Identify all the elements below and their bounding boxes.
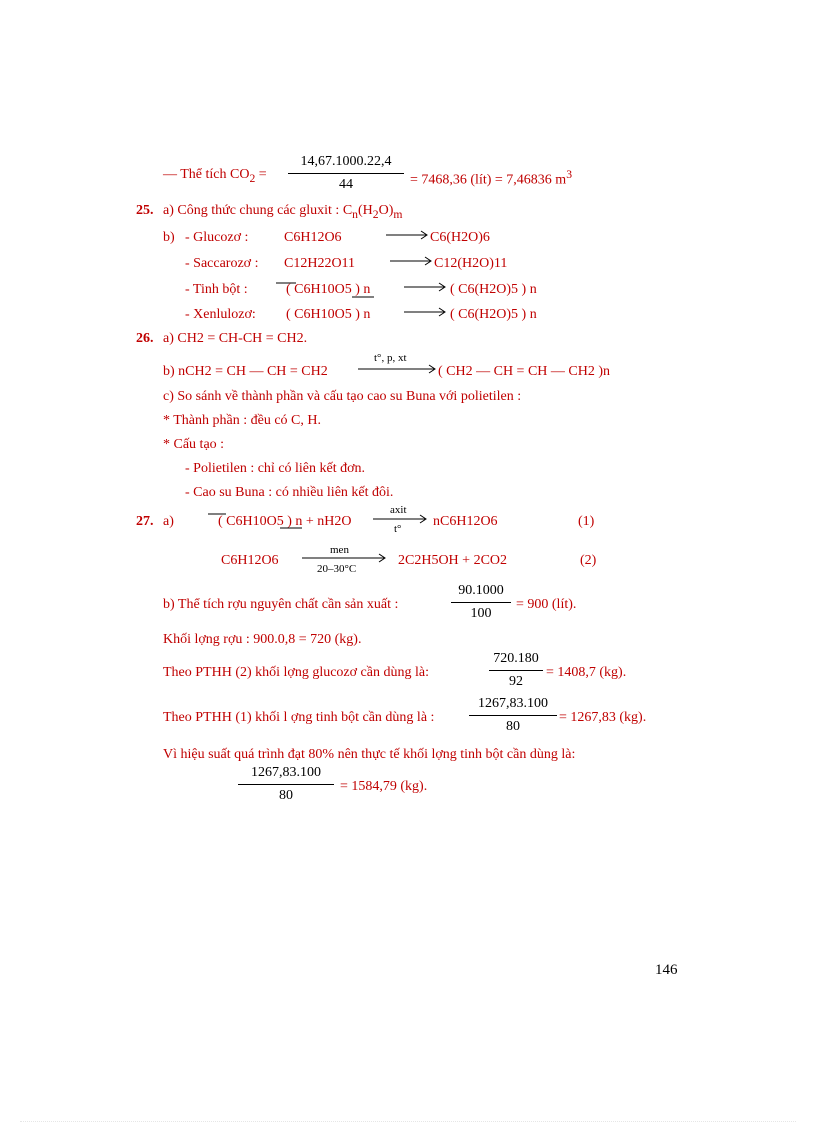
final-denominator: 80 bbox=[279, 788, 293, 803]
saccarozo-formula: C12H22O11 bbox=[284, 256, 356, 271]
xenlulozo-label: - Xenlulozơ: bbox=[185, 307, 256, 322]
starch-numerator: 1267,83.100 bbox=[478, 696, 548, 711]
starch-fraction bbox=[469, 695, 557, 736]
equation-2-tag: (2) bbox=[580, 553, 597, 568]
equation-1-tag: (1) bbox=[578, 514, 595, 529]
co2-sub: 2 bbox=[249, 171, 256, 185]
co2-volume-line bbox=[163, 167, 267, 187]
glucose-denominator: 92 bbox=[509, 674, 523, 689]
glucose-mass-text: Theo PTHH (2) khối lợng glucozơ cần dùng là: bbox=[163, 665, 429, 680]
hydrolysis-left: ( C6H10O5 ) n + nH2O bbox=[218, 514, 352, 529]
problem-26-number: 26. bbox=[136, 331, 154, 346]
alcohol-volume-denominator: 100 bbox=[470, 606, 492, 621]
gluxit-label: a) Công thức chung các gluxit : C bbox=[163, 203, 353, 218]
hydrolysis-cond-top: axit bbox=[390, 504, 407, 516]
starch-result: = 1267,83 (kg). bbox=[559, 710, 647, 725]
tinhbot-polymer-bars bbox=[274, 280, 384, 300]
page-number: 146 bbox=[655, 962, 678, 978]
fraction-bar bbox=[469, 715, 557, 716]
problem-26-b-right: ( CH2 — CH = CH — CH2 )n bbox=[438, 364, 611, 379]
alcohol-volume-fraction bbox=[451, 582, 511, 623]
glucose-numerator: 720.180 bbox=[493, 651, 539, 666]
problem-27-a-label: a) bbox=[163, 514, 174, 529]
polymerization-arrow bbox=[358, 363, 438, 375]
fraction-bar bbox=[451, 602, 511, 603]
polymerization-conditions: t°, p, xt bbox=[374, 352, 407, 364]
buna-line: - Cao su Buna : có nhiều liên kết đôi. bbox=[185, 485, 394, 500]
starch-denominator: 80 bbox=[506, 719, 520, 734]
fermentation-cond-bottom: 20–30°C bbox=[317, 563, 357, 575]
problem-26-b-left: b) nCH2 = CH — CH = CH2 bbox=[163, 364, 328, 379]
co2-fraction bbox=[288, 153, 404, 194]
problem-27-number: 27. bbox=[136, 514, 154, 529]
gluxit-end: O) bbox=[378, 203, 394, 218]
starch-mass-text: Theo PTHH (1) khối l ợng tinh bột cần dùng là : bbox=[163, 710, 435, 725]
polietilen-line: - Polietilen : chỉ có liên kết đơn. bbox=[185, 461, 366, 476]
fraction-bar bbox=[288, 173, 404, 174]
co2-result bbox=[410, 167, 572, 189]
fermentation-left: C6H12O6 bbox=[221, 553, 279, 568]
alcohol-mass-line: Khối lợng rợu : 900.0,8 = 720 (kg). bbox=[163, 632, 362, 647]
co2-equals: = bbox=[258, 167, 267, 182]
hydrolysis-right: nC6H12O6 bbox=[433, 514, 498, 529]
final-fraction bbox=[238, 764, 334, 805]
co2-fraction-numerator: 14,67.1000.22,4 bbox=[300, 154, 392, 169]
co2-sup: 3 bbox=[566, 168, 573, 181]
glucozo-product: C6(H2O)6 bbox=[430, 230, 490, 245]
problem-25-b-label: b) bbox=[163, 230, 175, 245]
alcohol-volume-numerator: 90.1000 bbox=[458, 583, 504, 598]
fermentation-cond-top: men bbox=[330, 544, 349, 556]
efficiency-line: Vì hiệu suất quá trình đạt 80% nên thực tế khối lợng tinh bột cần dùng là: bbox=[163, 747, 576, 762]
tinhbot-label: - Tinh bột : bbox=[185, 282, 248, 297]
glucose-fraction bbox=[489, 650, 543, 691]
co2-result-text: = 7468,36 (lít) = 7,46836 m bbox=[410, 172, 567, 188]
gluxit-sub-n: n bbox=[352, 207, 358, 221]
gluxit-sub-2: 2 bbox=[372, 207, 379, 221]
gluxit-sub-m: m bbox=[393, 207, 403, 221]
problem-26-a: a) CH2 = CH-CH = CH2. bbox=[163, 331, 308, 346]
problem-25-number: 25. bbox=[136, 203, 154, 218]
xenlulozo-formula: ( C6H10O5 ) n bbox=[286, 307, 371, 322]
final-numerator: 1267,83.100 bbox=[251, 765, 321, 780]
problem-25-a bbox=[163, 203, 402, 223]
fraction-bar bbox=[489, 670, 543, 671]
glucozo-label: - Glucozơ : bbox=[185, 230, 249, 245]
co2-fraction-denominator: 44 bbox=[339, 177, 353, 192]
problem-26-c: c) So sánh về thành phần và cấu tạo cao su Buna với polietilen : bbox=[163, 389, 522, 404]
glucozo-arrow bbox=[386, 229, 430, 241]
fermentation-right: 2C2H5OH + 2CO2 bbox=[398, 553, 508, 568]
xenlulozo-arrow bbox=[404, 306, 448, 318]
tinhbot-product: ( C6(H2O)5 ) n bbox=[450, 282, 537, 297]
tinhbot-formula: ( C6H10O5 ) n bbox=[286, 282, 371, 297]
co2-volume-label: — Thể tích CO bbox=[163, 167, 250, 182]
alcohol-volume-result: = 900 (lít). bbox=[516, 597, 577, 612]
fraction-bar bbox=[238, 784, 334, 785]
starch-polymer-bars bbox=[206, 511, 316, 531]
xenlulozo-product: ( C6(H2O)5 ) n bbox=[450, 307, 537, 322]
saccarozo-label: - Saccarozơ : bbox=[185, 256, 259, 271]
tinhbot-arrow bbox=[404, 281, 448, 293]
hydrolysis-cond-bottom: t° bbox=[394, 523, 402, 535]
glucose-result: = 1408,7 (kg). bbox=[546, 665, 627, 680]
final-result: = 1584,79 (kg). bbox=[340, 779, 428, 794]
alcohol-volume-text: b) Thể tích rợu nguyên chất cần sản xuất : bbox=[163, 597, 399, 612]
structure-line: * Cấu tạo : bbox=[163, 437, 225, 452]
composition-line: * Thành phần : đều có C, H. bbox=[163, 413, 321, 428]
gluxit-mid: (H bbox=[358, 203, 373, 218]
saccarozo-arrow bbox=[390, 255, 434, 267]
saccarozo-product: C12(H2O)11 bbox=[434, 256, 508, 271]
glucozo-formula: C6H12O6 bbox=[284, 230, 342, 245]
bottom-dotted-rule bbox=[20, 1121, 796, 1122]
